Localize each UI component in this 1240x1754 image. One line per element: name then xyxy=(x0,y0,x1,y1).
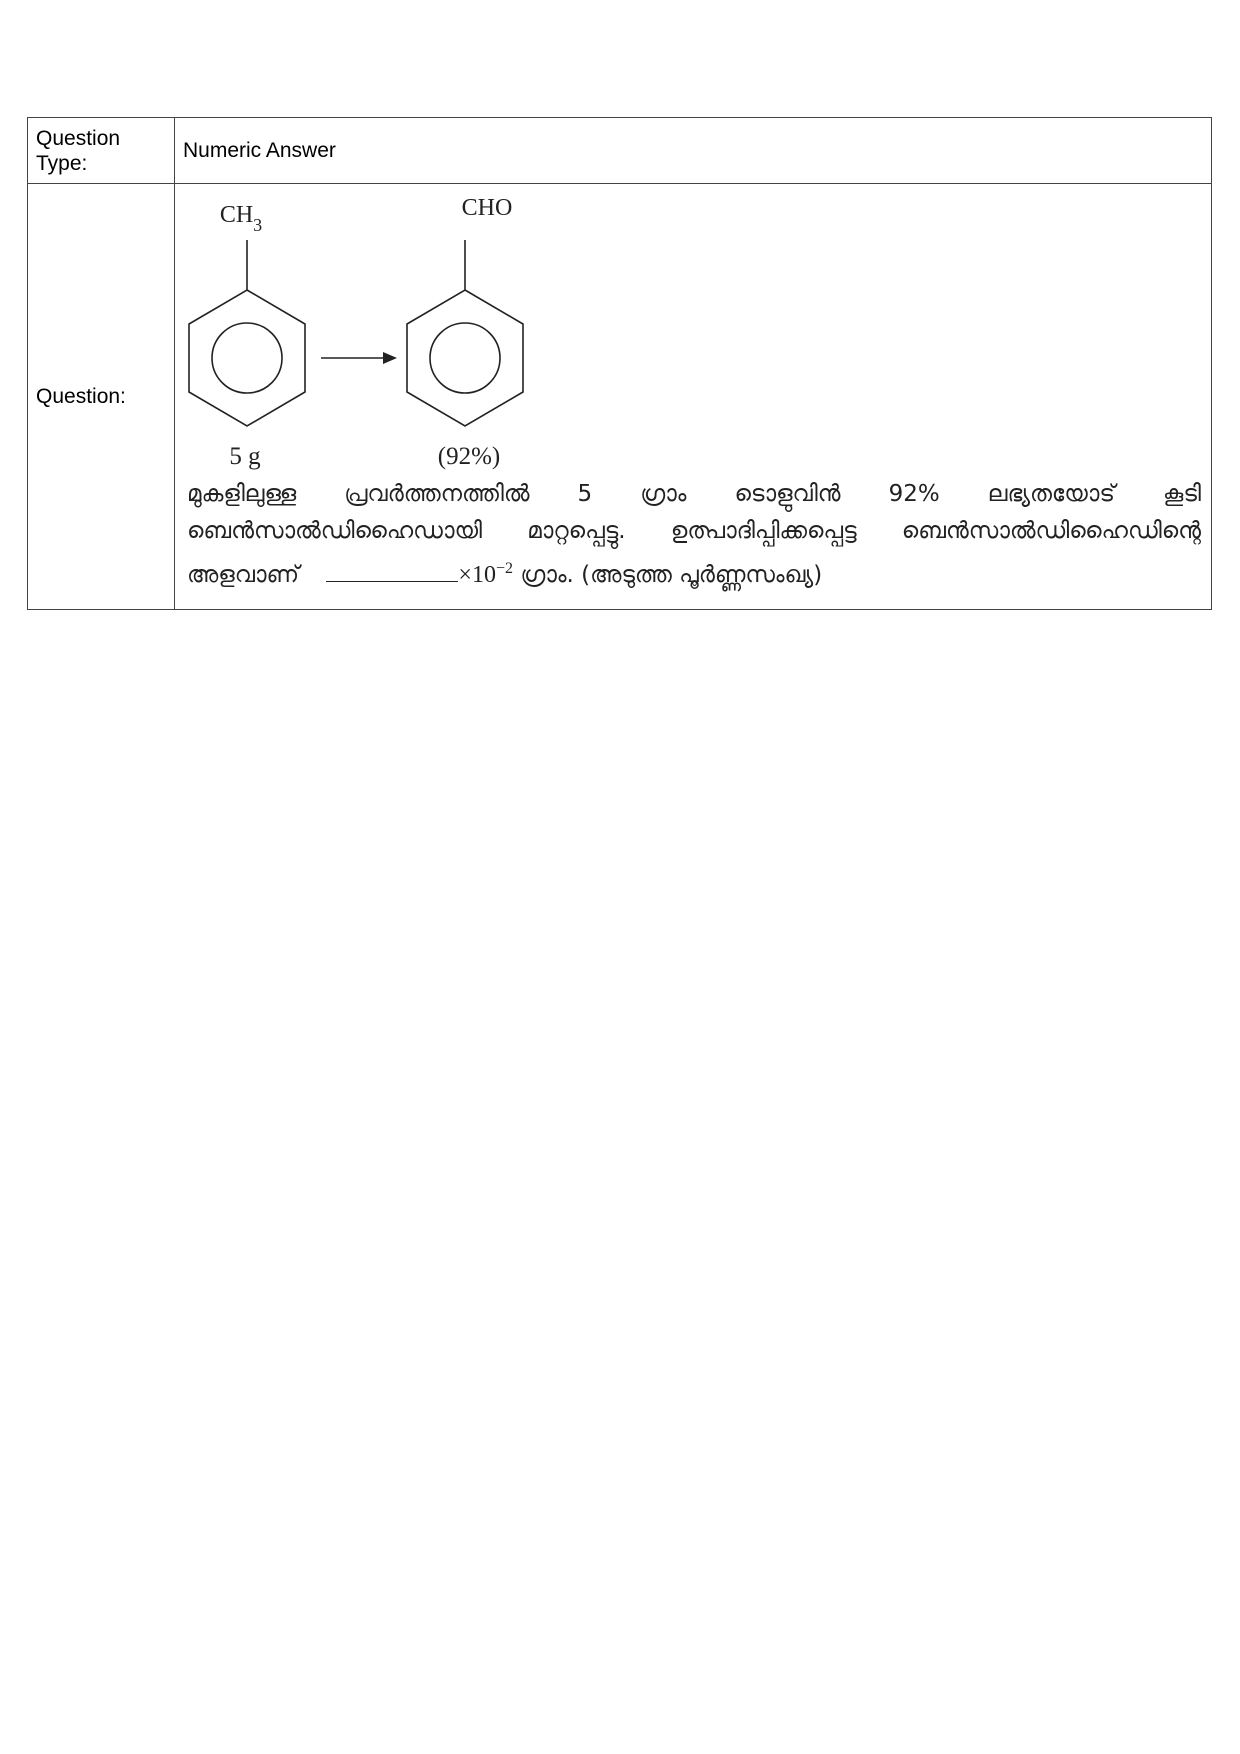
reactant-amount-label: 5 g xyxy=(229,443,261,470)
reaction-diagram xyxy=(175,184,535,474)
product-yield-label: (92%) xyxy=(437,443,501,470)
question-table xyxy=(27,117,1212,610)
reaction-arrow xyxy=(321,352,397,364)
answer-blank xyxy=(326,559,458,582)
exponent: −2 xyxy=(495,560,513,577)
question-text-part1: മുകളിലുള്ള പ്രവർത്തനത്തിൽ 5 ഗ്രാം ടൊളുവിൻ 92% ലഭ്യതയോട് കൂടി ബെൻസാൽഡിഹൈഡായി മാറ്റപ്പെട്ടു. ഉത്പാദിപ്പിക്കപ്പെട്ട ബെൻസാൽഡിഹൈഡിന്റെ അളവാണ് xyxy=(187,481,1201,588)
question-type-label: Question Type: xyxy=(28,118,175,184)
question-type-value: Numeric Answer xyxy=(175,118,1212,184)
question-text xyxy=(187,476,1201,594)
question-row xyxy=(28,184,1212,610)
scientific-multiplier: $\times 10^{-2}$ xyxy=(458,560,513,588)
question-type-row xyxy=(28,118,1212,184)
question-content xyxy=(175,184,1212,610)
reactant-group-label: $CH_3$ xyxy=(219,202,263,235)
question-label: Question: xyxy=(28,184,175,610)
toluene-structure xyxy=(189,240,305,426)
question-text-part2: ഗ്രാം. (അടുത്ത പൂർണ്ണസംഖ്യ) xyxy=(520,562,823,588)
product-group-label: CHO xyxy=(461,195,513,221)
benzaldehyde-structure xyxy=(407,240,523,426)
